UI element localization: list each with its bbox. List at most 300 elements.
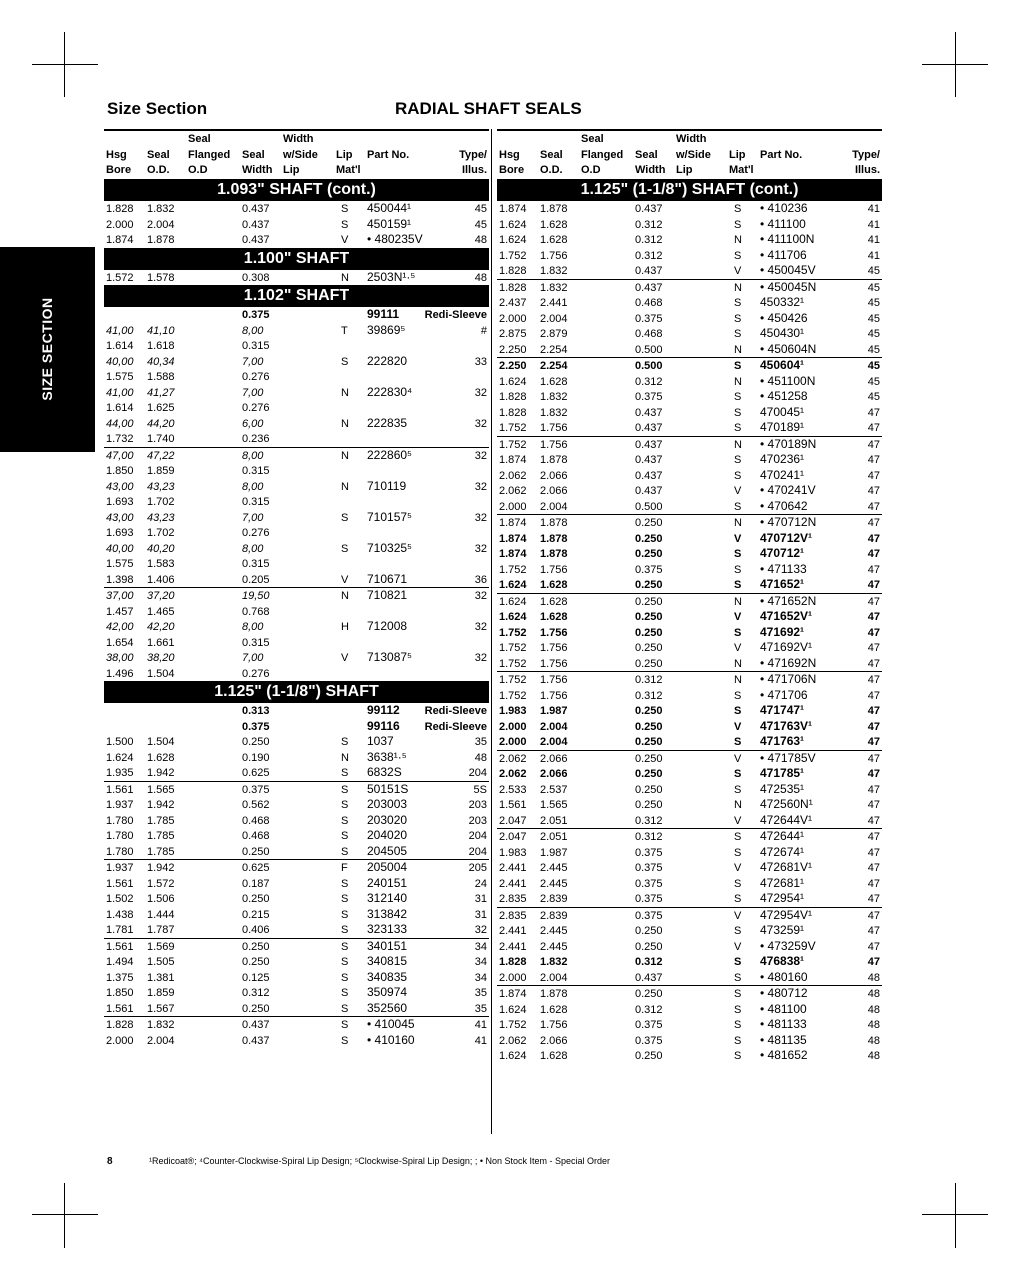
- type-illus: 47: [867, 846, 880, 859]
- seal-od: 1.567: [147, 1002, 175, 1015]
- lip-material: V: [341, 652, 349, 664]
- table-row: [497, 845, 882, 861]
- type-header: Type/: [852, 149, 880, 161]
- seal-width: 0.125: [242, 971, 270, 984]
- part-number: 472535¹: [760, 781, 805, 796]
- lip-material: N: [734, 375, 742, 388]
- table-row: [497, 891, 882, 907]
- part-number: 713087⁵: [367, 650, 413, 664]
- type-illus: 47: [867, 579, 880, 591]
- seal-width: 0.215: [242, 908, 270, 921]
- seal-width: 0.468: [242, 814, 270, 827]
- part-number: • 450045N: [760, 279, 817, 294]
- seal-od: 1.878: [540, 517, 568, 529]
- hsg-bore: 2.047: [499, 831, 527, 843]
- hsg-bore: 1.561: [106, 940, 134, 953]
- type-illus: 45: [867, 312, 880, 325]
- table-row: [497, 908, 882, 924]
- type-illus: 45: [867, 391, 880, 403]
- seal-width: 0.250: [635, 799, 663, 811]
- seal-width: 0.250: [635, 783, 663, 796]
- hsg-bore: 1.752: [499, 642, 527, 654]
- seal-od: 1.406: [147, 573, 175, 586]
- crop-mark: [64, 32, 65, 97]
- hsg-bore: 1.874: [499, 454, 527, 466]
- lip-material: S: [734, 783, 742, 796]
- seal-od: 1.832: [540, 391, 568, 403]
- part-number: • 451100N: [760, 373, 816, 388]
- table-row: [497, 389, 882, 405]
- seal-width: 0.406: [242, 924, 270, 936]
- seal-width: 0.375: [635, 391, 663, 403]
- type-illus: 45: [474, 218, 487, 231]
- seal-od: 2.254: [540, 360, 568, 372]
- table-row: [104, 525, 489, 541]
- table-row: [104, 479, 489, 495]
- lip-material: S: [734, 1003, 742, 1016]
- hsg-header: Bore: [499, 164, 525, 176]
- lip-material: S: [734, 469, 742, 482]
- table-row: [497, 562, 882, 578]
- hsg-bore: 1.624: [499, 375, 527, 388]
- table-row: [497, 1033, 882, 1049]
- table-row: [497, 688, 882, 704]
- sidelip-header: w/Side: [676, 149, 711, 161]
- flanged-header: O.D: [581, 164, 601, 176]
- seal-width: 0.315: [242, 465, 270, 477]
- section-title: Size Section: [107, 99, 208, 118]
- seal-width: 0.187: [242, 877, 270, 890]
- table-row: [497, 609, 882, 625]
- table-row: [497, 420, 882, 436]
- shaft-size-bar: 1.125" (1-1/8") SHAFT (cont.): [497, 179, 882, 200]
- hsg-bore: 40,00: [106, 355, 134, 368]
- table-row: [104, 201, 489, 217]
- hsg-bore: 2.000: [499, 500, 527, 513]
- table-row: [104, 307, 489, 323]
- hsg-bore: 2.441: [499, 940, 527, 953]
- type-illus: 32: [474, 924, 487, 936]
- mat-header: Lip: [729, 149, 746, 161]
- hsg-bore: 1.850: [106, 465, 134, 477]
- type-illus: 47: [867, 768, 880, 780]
- seal-width: 0.375: [242, 783, 270, 796]
- seal-width: 0.190: [242, 751, 270, 764]
- table-row: [497, 374, 882, 390]
- crop-mark: [64, 1183, 65, 1248]
- table-row: [497, 1017, 882, 1033]
- seal-width: 0.437: [242, 218, 270, 231]
- seal-od: 1.756: [540, 438, 568, 451]
- hsg-bore: 1.624: [499, 1003, 527, 1016]
- part-number: 470045¹: [760, 404, 805, 419]
- seal-width: 0.250: [635, 548, 663, 560]
- table-row: [104, 750, 489, 766]
- seal-width: 0.250: [635, 595, 663, 608]
- hsg-bore: 1.874: [499, 532, 527, 545]
- seal-width: 7,00: [242, 355, 264, 368]
- seal-od: 2.445: [540, 940, 568, 953]
- seal-od: 1.756: [540, 642, 568, 654]
- hsg-bore: 1.624: [499, 579, 527, 591]
- table-row: [104, 619, 489, 635]
- part-number: 710325⁵: [367, 540, 413, 555]
- hsg-bore: 1.561: [106, 877, 134, 890]
- seal-width: 0.437: [242, 203, 270, 215]
- lip-material: N: [341, 386, 349, 399]
- seal-od: 2.066: [540, 469, 568, 482]
- row-group: [104, 306, 489, 447]
- seal-width: 0.500: [635, 500, 663, 513]
- hsg-bore: 1.752: [499, 657, 527, 670]
- type-illus: 47: [867, 799, 880, 811]
- seal-width: 0.312: [635, 814, 663, 827]
- table-row: [497, 751, 882, 767]
- seal-od: 2.004: [540, 312, 568, 325]
- row-group: [104, 587, 489, 681]
- part-number: • 471706N: [760, 672, 817, 686]
- seal-od: 1.756: [540, 689, 568, 702]
- seal-od: 1.628: [540, 595, 568, 608]
- seal-width: 0.437: [635, 971, 663, 984]
- seal-od: 2.879: [540, 328, 568, 340]
- hsg-bore: 1.693: [106, 496, 134, 508]
- lip-material: S: [341, 511, 349, 524]
- lip-material: S: [341, 956, 349, 968]
- lip-material: S: [734, 500, 742, 513]
- seal-width: 0.250: [635, 626, 663, 639]
- hsg-bore: 41,00: [106, 386, 134, 399]
- lip-material: S: [734, 925, 742, 937]
- type-illus: 203: [468, 799, 487, 811]
- seal-width: 0.437: [635, 469, 663, 482]
- part-number: 471785¹: [760, 766, 805, 780]
- hsg-bore: 1.624: [499, 611, 527, 623]
- row-group: [104, 781, 489, 860]
- hsg-bore: 2.000: [106, 218, 134, 231]
- part-number: 3638¹·⁵: [367, 749, 407, 764]
- table-row: [104, 232, 489, 248]
- seal-od: 2.004: [540, 736, 568, 748]
- width-header: Seal: [242, 149, 265, 161]
- type-illus: 47: [867, 862, 880, 874]
- seal-od: 2.051: [540, 831, 568, 843]
- table-row: [497, 625, 882, 641]
- table-row: [497, 452, 882, 468]
- seal-od: 1.565: [147, 783, 175, 796]
- table-row: [497, 954, 882, 970]
- seal-width: 0.250: [242, 893, 270, 905]
- type-illus: 47: [867, 689, 880, 702]
- hsg-bore: 1.935: [106, 767, 134, 779]
- column-divider: [491, 129, 492, 1134]
- seal-od: 38,20: [147, 652, 175, 664]
- type-illus: 47: [867, 877, 880, 890]
- lip-material: S: [734, 971, 742, 984]
- part-number: • 480235V: [367, 232, 423, 246]
- part-number: 472954¹: [760, 891, 805, 905]
- seal-od: 37,20: [147, 590, 175, 602]
- lip-material: S: [734, 956, 742, 968]
- part-number: 471652V¹: [760, 609, 813, 623]
- hsg-bore: 2.533: [499, 783, 527, 796]
- seal-width: 0.250: [635, 517, 663, 529]
- hsg-bore: 1.496: [106, 667, 134, 680]
- seal-header: O.D.: [540, 164, 563, 176]
- lip-material: S: [734, 548, 742, 560]
- lip-material: V: [734, 814, 742, 827]
- lip-material: N: [341, 417, 349, 430]
- type-illus: 47: [867, 736, 880, 748]
- table-row: [497, 263, 882, 279]
- lip-material: S: [341, 203, 349, 215]
- seal-width: 0.315: [242, 636, 270, 649]
- seal-od: 1.506: [147, 893, 175, 905]
- part-number: 222830⁴: [367, 384, 413, 399]
- part-number: 470241¹: [760, 467, 805, 482]
- seal-od: 1.756: [540, 674, 568, 686]
- seal-od: 2.066: [540, 752, 568, 765]
- row-group: [104, 702, 489, 781]
- shaft-size-bar: 1.093" SHAFT (cont.): [104, 179, 489, 200]
- hsg-bore: 2.875: [499, 328, 527, 340]
- type-illus: 204: [468, 845, 487, 858]
- seal-od: 1.832: [540, 281, 568, 294]
- seal-width: 0.500: [635, 343, 663, 356]
- type-illus: 47: [867, 563, 880, 576]
- seal-width: 0.276: [242, 527, 270, 539]
- seal-header: Seal: [147, 149, 170, 161]
- part-number: 352560: [367, 1000, 408, 1015]
- hsg-bore: 2.250: [499, 360, 527, 372]
- table-row: [104, 813, 489, 829]
- lip-material: N: [734, 234, 742, 246]
- hsg-bore: 1.780: [106, 845, 134, 858]
- lip-material: S: [341, 1002, 349, 1015]
- part-number: 470712¹: [760, 546, 805, 560]
- crop-mark: [955, 32, 956, 97]
- part-number: 222835: [367, 415, 408, 430]
- type-illus: 45: [867, 328, 880, 340]
- sidelip-header: Lip: [283, 164, 300, 176]
- hsg-bore: 2.047: [499, 814, 527, 827]
- part-number: 450604¹: [760, 358, 805, 372]
- seal-width: 0.312: [635, 831, 663, 843]
- seal-width: 0.313: [242, 705, 270, 717]
- seal-od: 1.583: [147, 558, 175, 570]
- part-number: • 480160: [760, 969, 808, 984]
- part-number: • 471785V: [760, 750, 816, 765]
- type-illus: 41: [867, 203, 880, 215]
- width-header: Width: [635, 164, 666, 176]
- left-table: [104, 129, 489, 1048]
- seal-od: 1.832: [540, 406, 568, 419]
- part-number: • 411100: [760, 216, 806, 231]
- hsg-bore: 1.572: [106, 271, 134, 284]
- type-illus: 41: [474, 1034, 487, 1047]
- type-illus: 47: [867, 925, 880, 937]
- hsg-bore: 1.828: [499, 265, 527, 277]
- table-row: [104, 922, 489, 938]
- seal-od: 1.756: [540, 626, 568, 639]
- table-row: [104, 541, 489, 557]
- type-illus: 47: [867, 406, 880, 419]
- type-illus: 48: [867, 971, 880, 984]
- crop-mark: [32, 64, 98, 65]
- lip-material: N: [734, 343, 742, 356]
- part-number: 471747¹: [760, 703, 805, 717]
- type-illus: 47: [867, 642, 880, 654]
- seal-width: 0.468: [635, 328, 663, 340]
- seal-od: 1.618: [147, 340, 175, 352]
- seal-width: 0.250: [242, 1002, 270, 1015]
- lip-material: S: [734, 203, 742, 215]
- type-illus: 32: [474, 511, 487, 524]
- lip-material: F: [341, 862, 348, 874]
- seal-width: 0.250: [635, 532, 663, 545]
- seal-od: 2.066: [540, 485, 568, 497]
- lip-material: S: [341, 542, 349, 555]
- hsg-bore: 2.000: [106, 1034, 134, 1047]
- part-number: 470712V¹: [760, 530, 813, 545]
- part-number: 222820: [367, 353, 408, 368]
- table-row: [104, 939, 489, 955]
- seal-od: 2.004: [147, 1034, 175, 1047]
- table-row: [104, 876, 489, 892]
- seal-width: 0.375: [635, 893, 663, 905]
- seal-width: 0.625: [242, 767, 270, 779]
- seal-od: 1.628: [540, 234, 568, 246]
- type-illus: 41: [867, 249, 880, 262]
- type-illus: 204: [468, 767, 487, 779]
- part-number: • 470712N: [760, 515, 817, 529]
- type-illus: 41: [867, 234, 880, 246]
- seal-od: 1.785: [147, 830, 175, 842]
- seal-width: 0.315: [242, 496, 270, 508]
- type-illus: 32: [474, 542, 487, 555]
- part-number: 712008: [367, 619, 408, 633]
- seal-width: 0.205: [242, 573, 270, 586]
- table-row: [104, 719, 489, 735]
- part-number: 710157⁵: [367, 509, 413, 524]
- seal-od: 1.628: [540, 611, 568, 623]
- table-row: [104, 463, 489, 479]
- part-number: 450430¹: [760, 326, 805, 340]
- lip-material: S: [341, 783, 349, 796]
- hsg-bore: 2.000: [499, 720, 527, 733]
- type-illus: 47: [867, 831, 880, 843]
- part-number: 472560N¹: [760, 797, 813, 811]
- table-row: [497, 813, 882, 829]
- part-number: 710671: [367, 571, 408, 586]
- type-illus: 48: [474, 751, 487, 764]
- hsg-bore: 1.874: [106, 234, 134, 246]
- row-group: [497, 593, 882, 672]
- type-illus: 47: [867, 705, 880, 717]
- hsg-bore: 1.500: [106, 736, 134, 748]
- hsg-bore: 1.780: [106, 814, 134, 827]
- shaft-size-bar: 1.100" SHAFT: [104, 248, 489, 269]
- part-number: 2503N¹·⁵: [367, 269, 416, 284]
- hsg-bore: 1.937: [106, 799, 134, 811]
- part-number: • 450604N: [760, 341, 817, 356]
- seal-width: 0.250: [635, 579, 663, 591]
- seal-header: Seal: [540, 149, 563, 161]
- table-row: [104, 985, 489, 1001]
- type-illus: 32: [474, 652, 487, 664]
- hsg-bore: 44,00: [106, 417, 134, 430]
- type-illus: 47: [867, 752, 880, 765]
- part-number: • 470642: [760, 498, 808, 513]
- seal-od: 2.839: [540, 893, 568, 905]
- part-number: 203003: [367, 797, 408, 811]
- row-group: [497, 436, 882, 515]
- type-illus: 47: [867, 422, 880, 434]
- seal-width: 0.312: [635, 234, 663, 246]
- table-row: [497, 656, 882, 672]
- type-illus: 31: [474, 908, 487, 921]
- type-illus: #: [480, 324, 487, 337]
- type-illus: 47: [867, 500, 880, 513]
- table-row: [497, 594, 882, 610]
- table-row: [497, 939, 882, 955]
- lip-material: S: [734, 563, 742, 576]
- lip-material: S: [341, 736, 349, 748]
- hsg-bore: 2.441: [499, 862, 527, 874]
- table-body: [497, 179, 882, 1064]
- seal-od: 1.878: [540, 203, 568, 215]
- hsg-bore: 1.624: [499, 234, 527, 246]
- type-illus: 45: [867, 375, 880, 388]
- lip-material: N: [734, 438, 742, 451]
- lip-material: S: [734, 736, 742, 748]
- table-row: [104, 703, 489, 719]
- row-group: [497, 514, 882, 593]
- seal-width: 0.468: [635, 297, 663, 309]
- lip-material: S: [734, 249, 742, 262]
- seal-width: 0.625: [242, 862, 270, 874]
- type-illus: 48: [867, 1034, 880, 1047]
- type-illus: 32: [474, 417, 487, 430]
- hsg-header: Hsg: [499, 149, 520, 161]
- table-row: [497, 499, 882, 515]
- seal-od: 1.942: [147, 862, 175, 874]
- lip-material: S: [734, 360, 742, 372]
- type-illus: 31: [474, 893, 487, 905]
- lip-material: V: [734, 752, 742, 765]
- hsg-bore: 2.000: [499, 971, 527, 984]
- table-row: [104, 970, 489, 986]
- table-row: [497, 232, 882, 248]
- part-number: 710821: [367, 588, 408, 602]
- lip-material: S: [341, 218, 349, 231]
- lip-material: S: [734, 297, 742, 309]
- part-number: 313842: [367, 906, 408, 921]
- seal-od: 1.756: [540, 1019, 568, 1031]
- seal-width: 0.276: [242, 402, 270, 414]
- table-row: [497, 546, 882, 562]
- width-header: Seal: [635, 149, 658, 161]
- part-number: • 471692N: [760, 655, 817, 670]
- seal-od: 40,20: [147, 542, 175, 555]
- hsg-bore: 2.062: [499, 469, 527, 482]
- type-illus: 48: [867, 1050, 880, 1062]
- seal-od: 1.702: [147, 527, 175, 539]
- seal-width: 0.375: [242, 309, 270, 321]
- seal-od: 1.504: [147, 667, 175, 680]
- seal-width: 0.437: [635, 422, 663, 434]
- seal-od: 2.066: [540, 1034, 568, 1047]
